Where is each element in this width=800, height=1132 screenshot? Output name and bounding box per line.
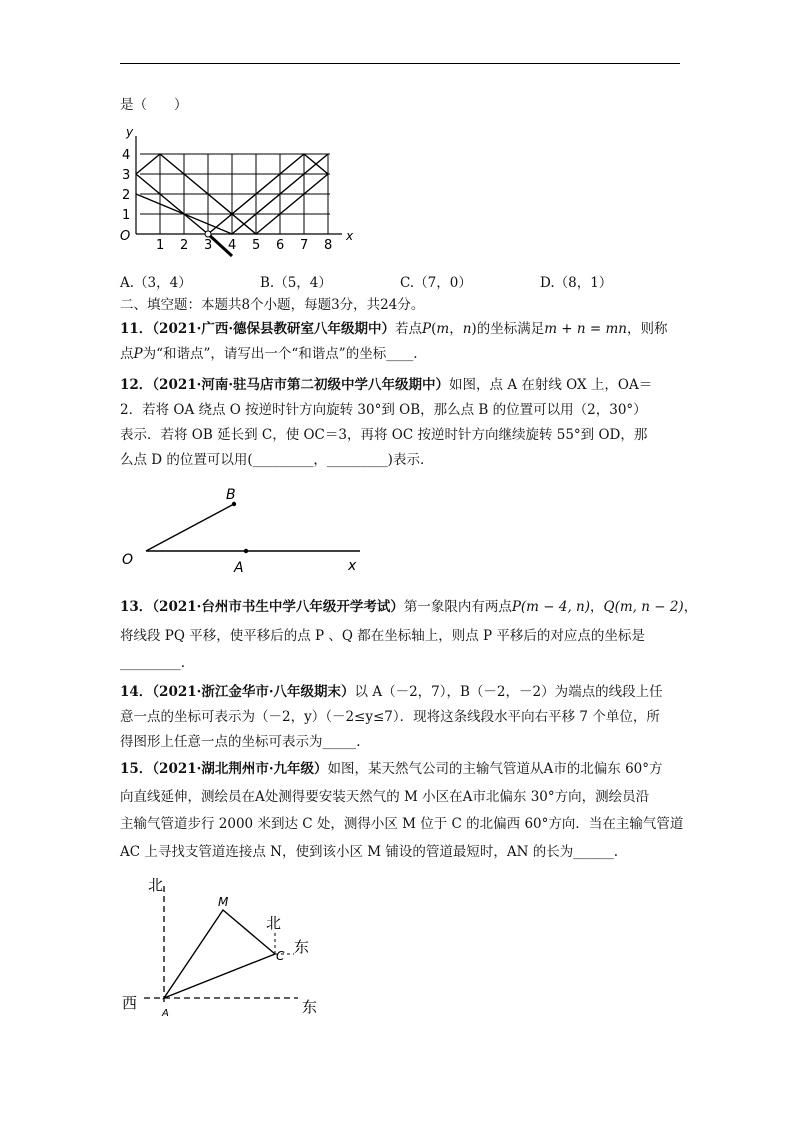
q12-line4: 么点 D 的位置可以用(_________，_________)表示． <box>120 452 434 468</box>
x-tick: 8 <box>324 238 333 253</box>
grid-figure <box>110 122 354 262</box>
ray-x-label: x <box>348 558 357 574</box>
y-tick: 3 <box>122 168 131 183</box>
start-point <box>205 231 211 237</box>
q15-line3: 主输气管道步行 2000 米到达 C 处，测得小区 M 位于 C 的北偏西 60°方向．当在主输气管道 <box>120 816 684 832</box>
header-rule <box>120 63 680 64</box>
option-c[interactable]: C.（7，0） <box>400 275 472 291</box>
q13-line2: 将线段 PQ 平移，使平移后的点 P 、Q 都在坐标轴上，则点 P 平移后的对应点的坐标是 <box>120 628 645 644</box>
point-a-label: A <box>234 560 244 576</box>
x-tick: 4 <box>228 238 237 253</box>
q15-line2: 向直线延伸，测绘员在A处测得要安装天然气的 M 小区在A市北偏东 30°方向，测绘员沿 <box>120 789 650 805</box>
q14-line3: 得图形上任意一点的坐标可表示为_____. <box>120 734 361 750</box>
west-label: 西 <box>122 994 138 1012</box>
point-c-label: C <box>276 949 285 963</box>
q12-line1: 12．（2021·河南·驻马店市第二初级中学八年级期中）如图，点 A 在射线 OX 上，OA＝ <box>120 377 653 393</box>
q14-line2: 意一点的坐标可表示为（－2，y）（－2≤y≤7）．现将这条线段水平向右平移 7 个单位，所 <box>120 709 660 725</box>
y-tick: 2 <box>122 188 131 203</box>
origin-label: O <box>120 229 131 244</box>
point-o-label: O <box>122 552 134 568</box>
q11-line1: 11．（2021·广西·德保县教研室八年级期中）若点P(m，n)的坐标满足m + n = mn，则称 <box>120 321 668 337</box>
point-m-label: M <box>218 895 229 909</box>
x-ticks <box>156 238 332 253</box>
north-label: 北 <box>148 876 164 894</box>
q13-line1: 13．（2021·台州市书生中学八年级开学考试）第一象限内有两点P(m − 4, n)，Q(m, n − 2)， <box>120 599 698 615</box>
y-axis-label: y <box>126 125 134 139</box>
q12-line2: 2．若将 OA 绕点 O 按逆时针方向旋转 30°到 OB，那么点 B 的位置可以用（2，30°） <box>120 402 647 418</box>
section-title: 二、填空题：本题共8个小题，每题3分，共24分。 <box>120 297 425 313</box>
east-label: 东 <box>302 998 318 1016</box>
north-label-c: 北 <box>266 914 282 932</box>
q14-line1: 14．（2021·浙江金华市·八年级期末）以 A（－2，7），B（－2，－2）为端点的线段上任 <box>120 684 663 700</box>
y-tick: 1 <box>122 208 131 223</box>
fragment-text: 是（ ） <box>120 97 188 113</box>
q13-line3: _________. <box>120 655 186 671</box>
east-label-c: 东 <box>294 938 310 956</box>
x-axis-label: x <box>346 229 354 243</box>
option-a[interactable]: A.（3，4） <box>120 275 192 291</box>
q11-source: （2021·广西·德保县教研室八年级期中） <box>152 321 396 337</box>
q15-line1: 15．（2021·湖北荆州市·九年级）如图，某天然气公司的主输气管道从A市的北偏东 60°方 <box>120 761 663 777</box>
x-tick: 6 <box>276 238 285 253</box>
q12-line3: 表示．若将 OB 延长到 C，使 OC＝3，再将 OC 按逆时针方向继续旋转 55°到 OD，那 <box>120 427 648 443</box>
q11-number: 11． <box>120 321 153 337</box>
grid-lines <box>140 154 330 234</box>
point-a15-label: A <box>162 1008 169 1019</box>
ray-figure <box>118 480 378 580</box>
x-tick: 2 <box>180 238 189 253</box>
q11-line2: 点P为“和谐点”，请写出一个“和谐点”的坐标____. <box>120 346 418 362</box>
x-tick: 1 <box>156 238 165 253</box>
x-tick: 7 <box>300 238 309 253</box>
y-tick: 4 <box>122 148 131 163</box>
q15-line4: AC 上寻找支管道连接点 N，使到该小区 M 铺设的管道最短时，AN 的长为______. <box>120 844 619 860</box>
option-d[interactable]: D.（8，1） <box>540 275 613 291</box>
x-tick: 3 <box>204 238 213 253</box>
pipeline-figure <box>118 870 338 1020</box>
point-b-label: B <box>226 487 236 503</box>
option-b[interactable]: B.（5，4） <box>260 275 332 291</box>
y-ticks <box>122 148 130 223</box>
x-tick: 5 <box>252 238 261 253</box>
